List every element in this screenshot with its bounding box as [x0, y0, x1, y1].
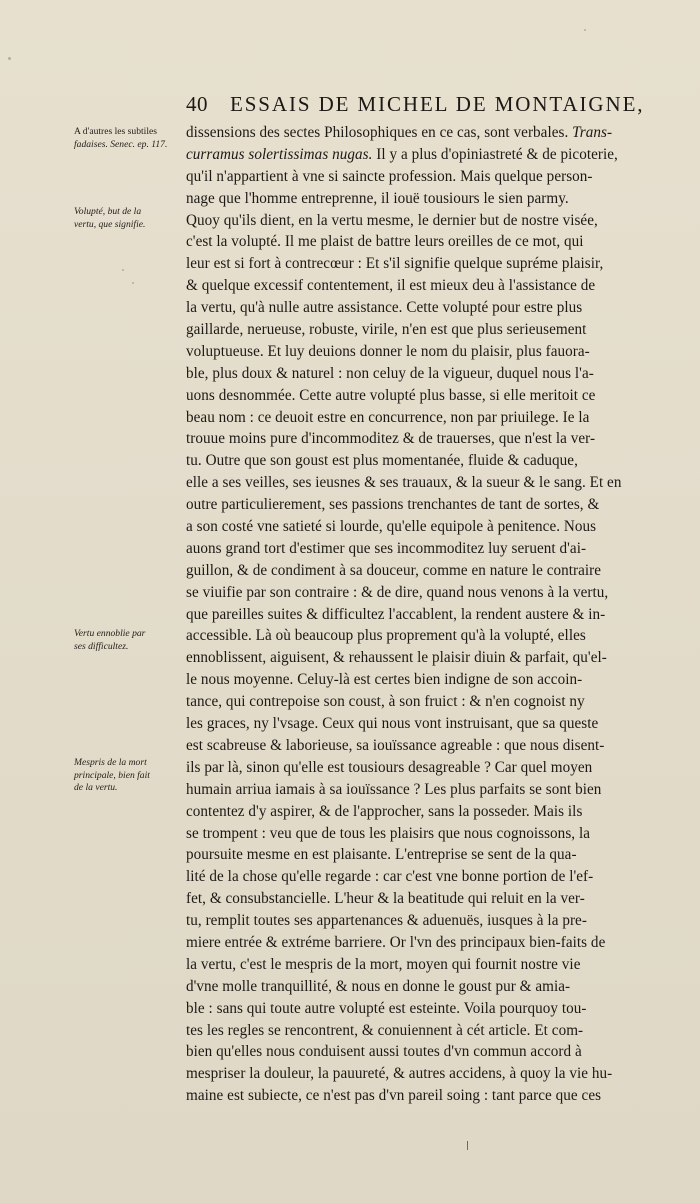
marginal-note-line: vertu, que signifie. [74, 218, 146, 230]
text-line: auons grand tort d'estimer que ses incommoditez luy seruent d'ai- [186, 539, 587, 557]
text-line: tes les regles se rencontrent, & conuiennent à cét article. Et com- [186, 1021, 584, 1039]
text-line: poursuite mesme en est plaisante. L'entreprise se sent de la qua- [186, 846, 577, 864]
text-line: que pareilles suites & difficultez l'accablent, la rendent austere & in- [186, 605, 606, 623]
text-line: leur est si fort à contrecœur : Et s'il signifie quelque supréme plaisir, [186, 255, 604, 273]
marginal-note-line: ses difficultez. [74, 640, 129, 652]
text-line: la vertu, c'est le mespris de la mort, moyen qui fournit nostre vie [186, 955, 581, 973]
marginal-note-line: Mespris de la mort [74, 757, 147, 768]
text-line: le nous moyenne. Celuy-là est certes bien indigne de son accoin- [186, 671, 583, 689]
marginal-note-line: principale, bien fait [74, 769, 150, 781]
printer-mark [467, 1141, 468, 1150]
text-line: tu. Outre que son goust est plus momentanée, fluide & caduque, [186, 452, 578, 470]
page-number: 40 [186, 92, 208, 116]
marginal-note-line: A d'autres les subtiles [74, 126, 157, 137]
marginal-note [74, 206, 182, 231]
text-line: qu'il n'appartient à vne si saincte profession. Mais quelque person- [186, 167, 593, 185]
text-line: se trompent : veu que de tous les plaisirs que nous cognoissons, la [186, 824, 591, 842]
text-line: les graces, ny l'vsage. Ceux qui nous vont instruisant, que sa queste [186, 715, 599, 733]
latin-quote: Trans- [572, 124, 613, 141]
text-line: & quelque excessif contentement, il est mieux deu à l'assistance de [186, 277, 596, 295]
text-line: la vertu, qu'à nulle autre assistance. Cette volupté pour estre plus [186, 299, 583, 317]
text-line: mespriser la douleur, la pauureté, & autres accidens, à quoy la vie hu- [186, 1065, 613, 1083]
text-line: guillon, & de condiment à sa douceur, comme en nature le contraire [186, 561, 602, 579]
paper-speck [132, 282, 134, 284]
marginal-note [74, 757, 182, 795]
text-segment: Il y a plus d'opiniastreté & de picoterie, [372, 145, 618, 163]
body-text [186, 122, 670, 1107]
text-line: ble : sans qui toute autre volupté est esteinte. Voila pourquoy tou- [186, 999, 587, 1017]
text-line: ils par là, sinon qu'elle est tousiours desagreable ? Car quel moyen [186, 758, 593, 776]
marginal-note-line: fadaises. Senec. ep. 117. [74, 138, 168, 150]
text-line: se viuifie par son contraire : & de dire, quand nous venons à la vertu, [186, 583, 609, 601]
marginal-note [74, 126, 182, 151]
paper-speck [584, 29, 586, 31]
text-line: bien qu'elles nous conduisent aussi toutes d'vn commun accord à [186, 1043, 582, 1061]
text-line: tance, qui contrepoise son coust, à son fruict : & n'en cognoist ny [186, 693, 585, 711]
text-lines [186, 166, 670, 1107]
marginal-note-line: Vertu ennoblie par [74, 628, 146, 639]
latin-quote: curramus solertissimas nugas. [186, 145, 373, 163]
text-line: c'est la volupté. Il me plaist de battre leurs oreilles de ce mot, qui [186, 233, 584, 251]
text-line: voluptueuse. Et luy deuions donner le nom du plaisir, plus fauora- [186, 342, 590, 360]
running-title: ESSAIS DE MICHEL DE MONTAIGNE, [230, 92, 645, 116]
text-line: maine est subiecte, ce n'est pas d'vn pareil soing : tant parce que ces [186, 1087, 602, 1105]
text-line: beau nom : ce deuoit estre en concurrence, non par priuilege. Ie la [186, 408, 590, 426]
marginal-note-line: de la vertu. [74, 782, 118, 793]
text-line: ble, plus doux & naturel : non celuy de la vigueur, duquel nous l'a- [186, 364, 594, 382]
text-line: lité de la chose qu'elle regarde : car c'est vne bonne portion de l'ef- [186, 868, 594, 886]
text-line: nage que l'homme entreprenne, il iouë tousiours le sien parmy. [186, 189, 569, 207]
text-line: accessible. Là où beaucoup plus proprement qu'à la volupté, elles [186, 627, 586, 645]
text-line: contentez d'y aspirer, & de l'approcher, sans la posseder. Mais ils [186, 802, 583, 820]
text-line: gaillarde, nerueuse, robuste, virile, n'en est que plus serieusement [186, 321, 587, 339]
text-line: est scabreuse & laborieuse, sa iouïssance agreable : que nous disent- [186, 736, 605, 754]
text-line: fet, & consubstancielle. L'heur & la beatitude qui reluit en la ver- [186, 890, 585, 908]
paper-speck [122, 269, 124, 271]
text-line: elle a ses veilles, ses ieusnes & ses trauaux, & la sueur & le sang. Et en [186, 474, 622, 492]
text-line: ennoblissent, aiguisent, & rehaussent le plaisir diuin & parfait, qu'el- [186, 649, 607, 667]
text-line: tu, remplit toutes ses appartenances & aduenuës, iusques à la pre- [186, 912, 587, 930]
text-line: miere entrée & extréme barriere. Or l'vn des principaux bien-faits de [186, 933, 606, 951]
text-line: humain arriua iamais à sa iouïssance ? Les plus parfaits se sont bien [186, 780, 602, 798]
marginal-note [74, 628, 182, 653]
marginal-note-line: Volupté, but de la [74, 206, 142, 217]
text-line: Quoy qu'ils dient, en la vertu mesme, le dernier but de nostre visée, [186, 211, 598, 229]
text-line [186, 122, 666, 144]
text-line: a son costé vne satieté si lourde, qu'elle equipole à penitence. Nous [186, 518, 597, 536]
text-line: d'vne molle tranquillité, & nous en donne le goust pur & amia- [186, 977, 571, 995]
page-header [186, 92, 646, 122]
text-line [186, 144, 666, 166]
text-line: trouue moins pure d'incommoditez & de trauerses, que n'est la ver- [186, 430, 596, 448]
paper-speck [8, 57, 11, 60]
text-line: outre particulierement, ses passions trenchantes de tant de sortes, & [186, 496, 600, 514]
text-segment: dissensions des sectes Philosophiques en ce cas, sont verbales. [186, 124, 573, 141]
text-line: uons desnommée. Cette autre volupté plus basse, si elle meritoit ce [186, 386, 596, 404]
